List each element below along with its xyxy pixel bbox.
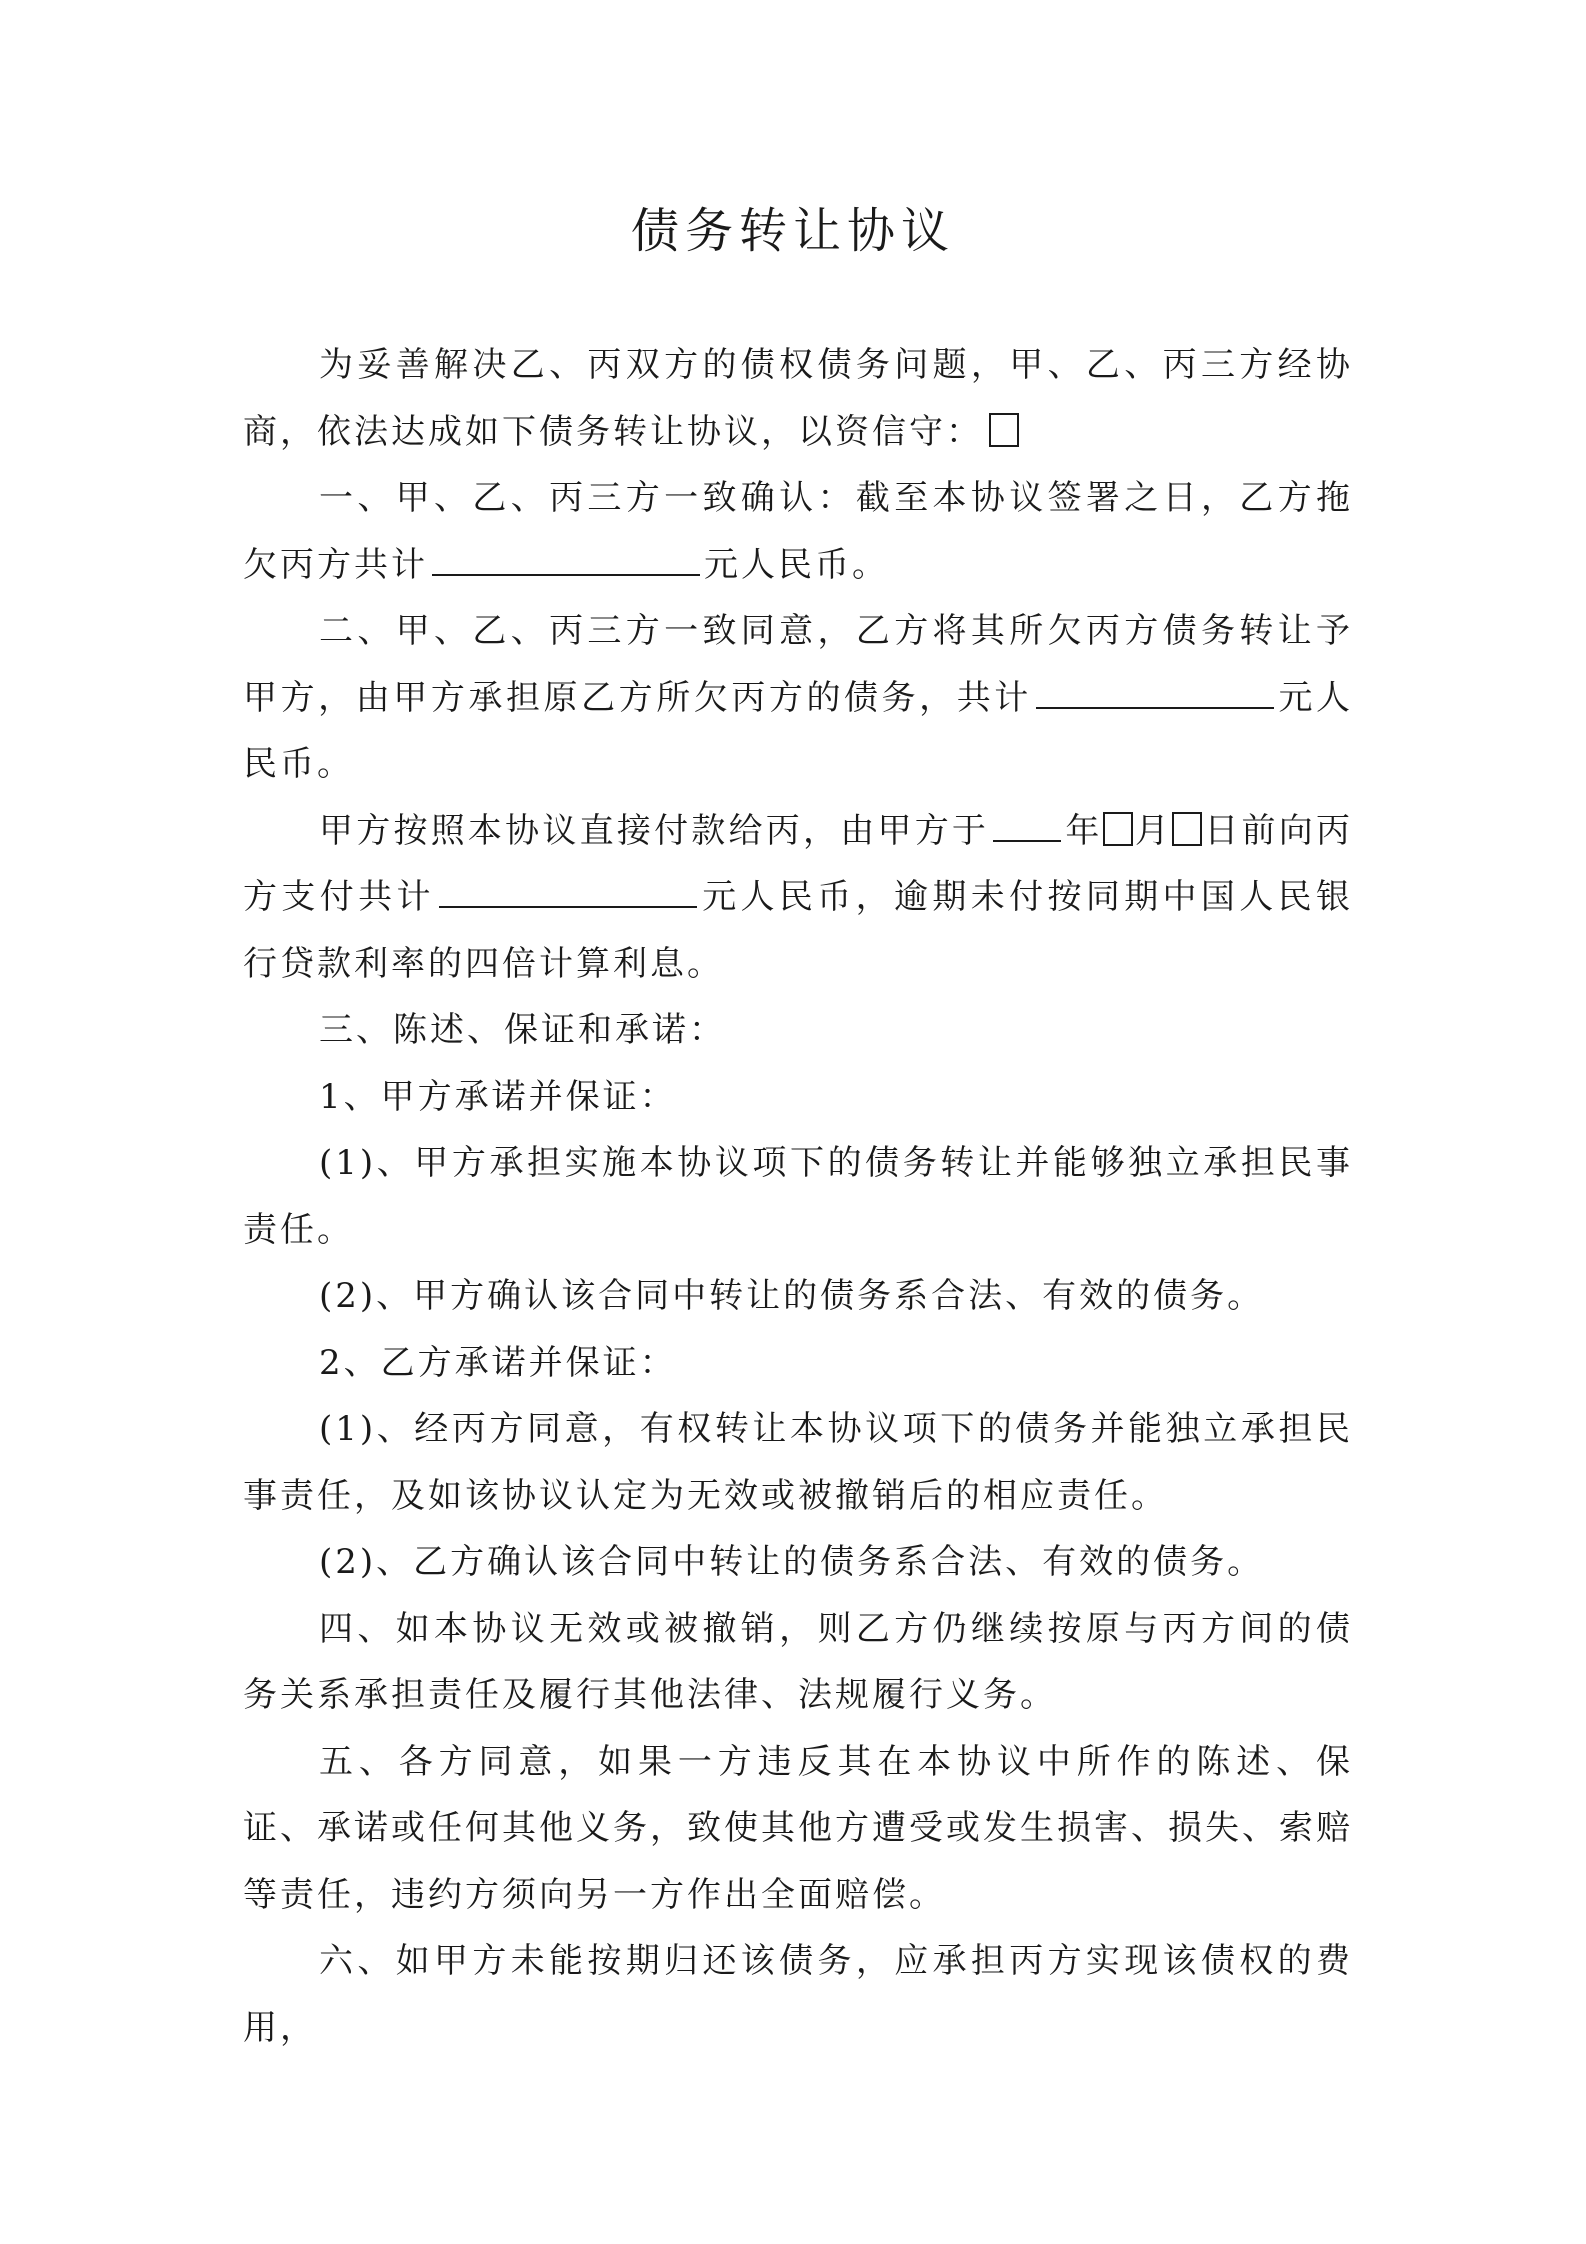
month-label: 月 [1134, 810, 1173, 851]
checkbox-icon[interactable] [989, 413, 1019, 447]
paragraph-clause-5: 五、各方同意，如果一方违反其在本协议中所作的陈述、保证、承诺或任何其他义务，致使其他方遭受或发生损害、损失、索赔等责任，违约方须向另一方作出全面赔偿。 [243, 1741, 1353, 1915]
preamble-text: 为妥善解决乙、丙双方的债权债务问题，甲、乙、丙三方经协商，依法达成如下债务转让协议，以资信守： [243, 345, 1353, 452]
paragraph-clause-3-1: 1、甲方承诺并保证： [319, 1076, 677, 1117]
payment-amount-blank-field[interactable] [439, 905, 697, 908]
clause-1-text-end: 元人民币。 [704, 544, 889, 585]
paragraph-clause-1 [243, 465, 1353, 598]
clause-2-text: 二、甲、乙、丙三方一致同意，乙方将其所欠丙方债务转让予甲方，由甲方承担原乙方所欠丙方的债务，共计 [243, 611, 1353, 718]
document-body [243, 332, 1353, 2061]
paragraph-clause-6: 六、如甲方未能按期归还该债务，应承担丙方实现该债权的费用， [243, 1941, 1353, 2048]
paragraph-clause-3: 三、陈述、保证和承诺： [319, 1010, 726, 1050]
clause-2-text-end: 元人民币。 [243, 677, 1354, 784]
year-blank-field[interactable] [993, 839, 1061, 842]
paragraph-clause-3-1-1: (1)、甲方承担实施本协议项下的债务转让并能够独立承担民事责任。 [243, 1143, 1353, 1250]
year-label: 年 [1065, 810, 1103, 851]
month-box-field[interactable] [1103, 812, 1133, 846]
paragraph-clause-3-1-2: (2)、甲方确认该合同中转让的债务系合法、有效的债务。 [319, 1276, 1265, 1316]
day-box-field[interactable] [1172, 812, 1202, 846]
paragraph-payment [243, 798, 1353, 998]
payment-text-end: 元人民币，逾期未付按同期中国人民银行贷款利率的四倍计算利息。 [243, 877, 1354, 984]
paragraph-clause-3-2: 2、乙方承诺并保证： [319, 1342, 677, 1383]
paragraph-preamble [243, 332, 1353, 465]
amount-blank-field[interactable] [432, 573, 700, 576]
transfer-amount-blank-field[interactable] [1036, 706, 1274, 709]
day-label: 日前向丙方支付共计 [243, 810, 1354, 917]
paragraph-clause-4: 四、如本协议无效或被撤销，则乙方仍继续按原与丙方间的债务关系承担责任及履行其他法律、法规履行义务。 [243, 1608, 1353, 1715]
paragraph-clause-3-2-1: (1)、经丙方同意，有权转让本协议项下的债务并能独立承担民事责任，及如该协议认定为无效或被撤销后的相应责任。 [243, 1409, 1353, 1516]
clause-1-text: 一、甲、乙、丙三方一致确认：截至本协议签署之日，乙方拖欠丙方共计 [243, 478, 1353, 585]
document-title: 债务转让协议 [630, 203, 955, 259]
payment-text: 甲方按照本协议直接付款给丙，由甲方于 [319, 810, 990, 851]
paragraph-clause-3-2-2: (2)、乙方确认该合同中转让的债务系合法、有效的债务。 [319, 1542, 1265, 1582]
paragraph-clause-2 [243, 598, 1353, 798]
